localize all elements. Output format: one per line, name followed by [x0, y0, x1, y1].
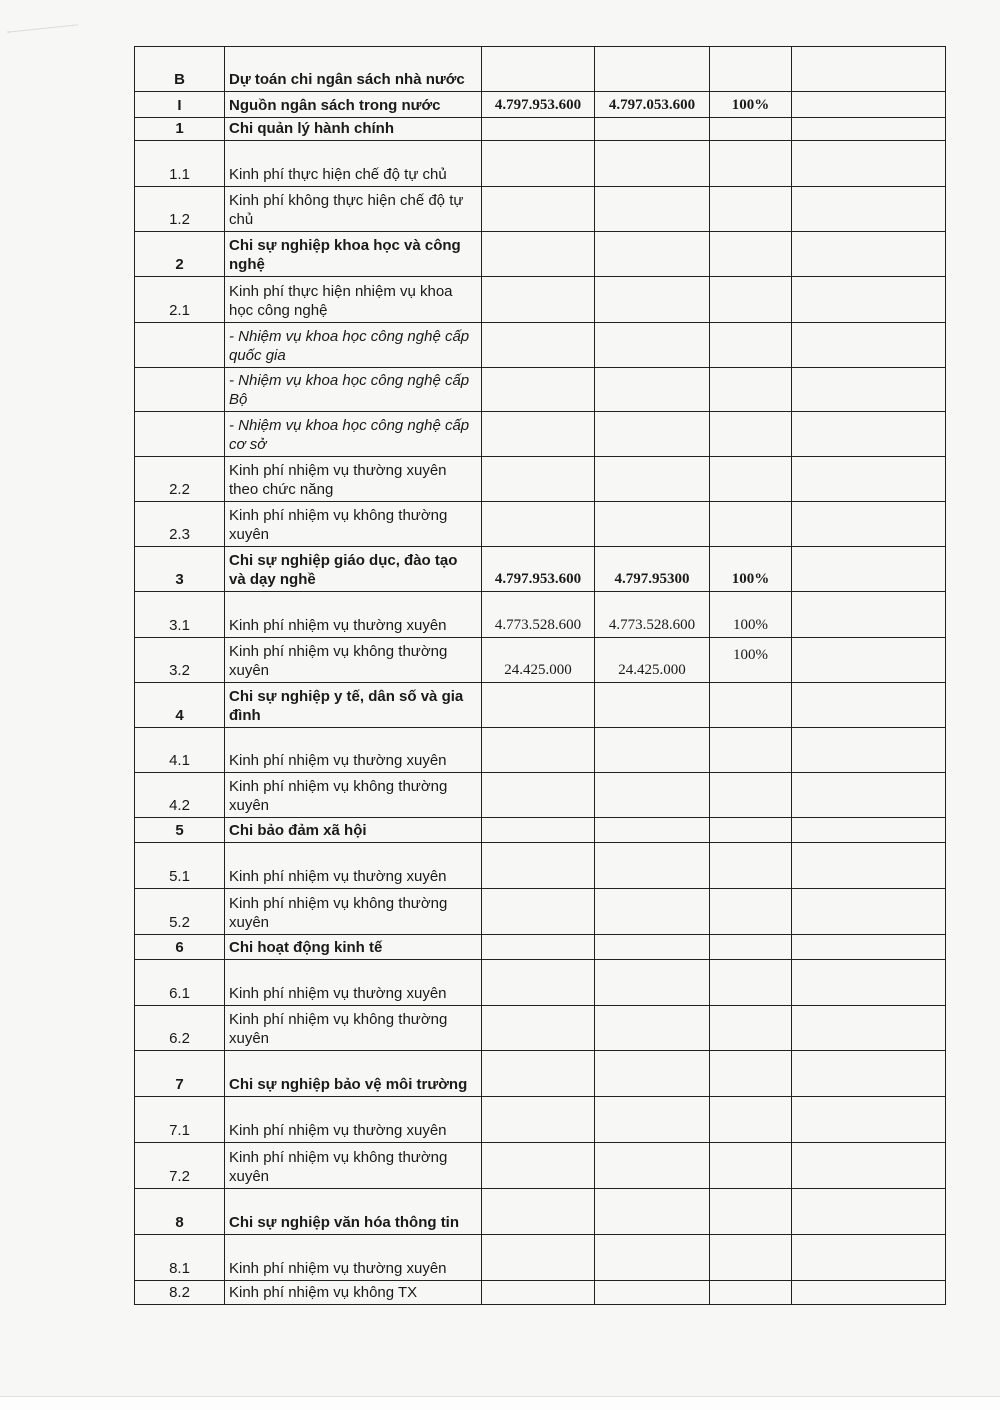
actual-value [595, 1189, 710, 1235]
row-number: 7.1 [135, 1097, 225, 1143]
table-row [135, 1097, 946, 1143]
table-row [135, 502, 946, 547]
row-description: Dự toán chi ngân sách nhà nước [225, 47, 482, 92]
percent-value [710, 1051, 792, 1097]
percent-value [710, 935, 792, 960]
actual-value: 4.773.528.600 [595, 592, 710, 638]
table-row [135, 187, 946, 232]
actual-value: 4.797.053.600 [595, 92, 710, 118]
row-number: 8.2 [135, 1281, 225, 1305]
note-cell [792, 1235, 946, 1281]
note-cell [792, 502, 946, 547]
row-description: Kinh phí nhiệm vụ thường xuyên [225, 728, 482, 773]
row-description: Chi sự nghiệp văn hóa thông tin [225, 1189, 482, 1235]
row-number: 7 [135, 1051, 225, 1097]
row-description: Chi quản lý hành chính [225, 118, 482, 141]
actual-value: 24.425.000 [595, 638, 710, 683]
row-number: 7.2 [135, 1143, 225, 1189]
estimate-value [482, 1189, 595, 1235]
estimate-value [482, 935, 595, 960]
table-row [135, 818, 946, 843]
table-row [135, 683, 946, 728]
row-description: Kinh phí nhiệm vụ thường xuyên [225, 843, 482, 889]
page-bottom-edge [0, 1396, 1000, 1410]
row-number [135, 323, 225, 368]
note-cell [792, 232, 946, 277]
note-cell [792, 683, 946, 728]
row-description: Kinh phí nhiệm vụ thường xuyên [225, 592, 482, 638]
table-row [135, 1189, 946, 1235]
row-number [135, 368, 225, 412]
row-description: Kinh phí nhiệm vụ không thường xuyên [225, 502, 482, 547]
row-description: Chi sự nghiệp bảo vệ môi trường [225, 1051, 482, 1097]
table-row [135, 960, 946, 1006]
row-number: 2.2 [135, 457, 225, 502]
percent-value [710, 277, 792, 323]
row-description: Nguồn ngân sách trong nước [225, 92, 482, 118]
percent-value [710, 1097, 792, 1143]
row-description: Kinh phí nhiệm vụ thường xuyên theo chức năng [225, 457, 482, 502]
estimate-value [482, 1143, 595, 1189]
row-number: 4 [135, 683, 225, 728]
estimate-value [482, 683, 595, 728]
estimate-value [482, 457, 595, 502]
estimate-value: 24.425.000 [482, 638, 595, 683]
budget-table [134, 46, 946, 1305]
actual-value [595, 412, 710, 457]
note-cell [792, 187, 946, 232]
actual-value [595, 502, 710, 547]
row-number: 2.3 [135, 502, 225, 547]
note-cell [792, 592, 946, 638]
actual-value [595, 47, 710, 92]
row-description: Chi bảo đảm xã hội [225, 818, 482, 843]
note-cell [792, 1097, 946, 1143]
percent-value [710, 1235, 792, 1281]
percent-value: 100% [710, 638, 792, 683]
row-description: - Nhiệm vụ khoa học công nghệ cấp quốc gia [225, 323, 482, 368]
actual-value [595, 1143, 710, 1189]
table-row [135, 1051, 946, 1097]
estimate-value [482, 1235, 595, 1281]
row-number: 3.1 [135, 592, 225, 638]
estimate-value [482, 1051, 595, 1097]
table-row [135, 1143, 946, 1189]
percent-value [710, 818, 792, 843]
row-description: Kinh phí thực hiện nhiệm vụ khoa học công nghệ [225, 277, 482, 323]
row-number: 1 [135, 118, 225, 141]
percent-value [710, 773, 792, 818]
percent-value [710, 502, 792, 547]
row-description: Kinh phí nhiệm vụ không thường xuyên [225, 1006, 482, 1051]
table-row [135, 547, 946, 592]
table-row [135, 323, 946, 368]
table-row [135, 118, 946, 141]
actual-value [595, 1235, 710, 1281]
table-row [135, 277, 946, 323]
percent-value [710, 232, 792, 277]
row-number: 3 [135, 547, 225, 592]
note-cell [792, 1281, 946, 1305]
actual-value [595, 1097, 710, 1143]
percent-value [710, 683, 792, 728]
row-description: Kinh phí nhiệm vụ không thường xuyên [225, 638, 482, 683]
percent-value [710, 323, 792, 368]
estimate-value: 4.797.953.600 [482, 547, 595, 592]
percent-value [710, 1143, 792, 1189]
row-description: Kinh phí nhiệm vụ không thường xuyên [225, 773, 482, 818]
estimate-value [482, 232, 595, 277]
actual-value [595, 1006, 710, 1051]
row-description: Kinh phí nhiệm vụ không TX [225, 1281, 482, 1305]
table-row [135, 638, 946, 683]
scan-mark [8, 24, 79, 42]
percent-value [710, 889, 792, 935]
percent-value [710, 1189, 792, 1235]
percent-value: 100% [710, 547, 792, 592]
note-cell [792, 1006, 946, 1051]
actual-value [595, 232, 710, 277]
note-cell [792, 1189, 946, 1235]
table-row [135, 457, 946, 502]
row-description: Chi sự nghiệp khoa học và công nghệ [225, 232, 482, 277]
estimate-value [482, 960, 595, 1006]
percent-value [710, 457, 792, 502]
row-number: 3.2 [135, 638, 225, 683]
table-row [135, 1006, 946, 1051]
estimate-value [482, 368, 595, 412]
note-cell [792, 638, 946, 683]
percent-value [710, 1281, 792, 1305]
row-description: Kinh phí thực hiện chế độ tự chủ [225, 141, 482, 187]
table-row [135, 592, 946, 638]
row-number: 2.1 [135, 277, 225, 323]
row-description: Chi sự nghiệp giáo dục, đào tạo và dạy nghề [225, 547, 482, 592]
actual-value [595, 277, 710, 323]
note-cell [792, 960, 946, 1006]
actual-value [595, 187, 710, 232]
note-cell [792, 1143, 946, 1189]
row-number: 6.1 [135, 960, 225, 1006]
row-number: 5 [135, 818, 225, 843]
table-row [135, 843, 946, 889]
percent-value [710, 728, 792, 773]
percent-value: 100% [710, 92, 792, 118]
note-cell [792, 843, 946, 889]
table-row [135, 368, 946, 412]
row-description: Kinh phí nhiệm vụ thường xuyên [225, 960, 482, 1006]
note-cell [792, 141, 946, 187]
estimate-value [482, 118, 595, 141]
table-row [135, 92, 946, 118]
actual-value [595, 683, 710, 728]
row-number: 4.1 [135, 728, 225, 773]
table-row [135, 889, 946, 935]
estimate-value [482, 141, 595, 187]
row-number: 8 [135, 1189, 225, 1235]
estimate-value [482, 889, 595, 935]
note-cell [792, 277, 946, 323]
actual-value [595, 1281, 710, 1305]
note-cell [792, 368, 946, 412]
actual-value [595, 1051, 710, 1097]
estimate-value [482, 323, 595, 368]
row-number [135, 412, 225, 457]
actual-value [595, 457, 710, 502]
note-cell [792, 728, 946, 773]
row-number: 5.1 [135, 843, 225, 889]
actual-value [595, 368, 710, 412]
row-number: B [135, 47, 225, 92]
note-cell [792, 412, 946, 457]
actual-value [595, 773, 710, 818]
actual-value [595, 323, 710, 368]
note-cell [792, 1051, 946, 1097]
actual-value [595, 843, 710, 889]
estimate-value [482, 277, 595, 323]
estimate-value [482, 1281, 595, 1305]
row-description: Chi hoạt động kinh tế [225, 935, 482, 960]
actual-value [595, 728, 710, 773]
row-description: Kinh phí nhiệm vụ không thường xuyên [225, 1143, 482, 1189]
actual-value: 4.797.95300 [595, 547, 710, 592]
estimate-value [482, 843, 595, 889]
row-number: 1.2 [135, 187, 225, 232]
note-cell [792, 92, 946, 118]
estimate-value: 4.797.953.600 [482, 92, 595, 118]
estimate-value [482, 728, 595, 773]
table-row [135, 232, 946, 277]
estimate-value [482, 818, 595, 843]
row-number: 2 [135, 232, 225, 277]
row-description: - Nhiệm vụ khoa học công nghệ cấp Bộ [225, 368, 482, 412]
percent-value: 100% [710, 592, 792, 638]
note-cell [792, 935, 946, 960]
percent-value [710, 368, 792, 412]
row-number: 1.1 [135, 141, 225, 187]
row-description: Kinh phí không thực hiện chế độ tự chủ [225, 187, 482, 232]
actual-value [595, 960, 710, 1006]
percent-value [710, 843, 792, 889]
estimate-value [482, 773, 595, 818]
row-number: I [135, 92, 225, 118]
actual-value [595, 889, 710, 935]
note-cell [792, 118, 946, 141]
note-cell [792, 818, 946, 843]
table-row [135, 141, 946, 187]
table-row [135, 412, 946, 457]
row-description: Kinh phí nhiệm vụ thường xuyên [225, 1097, 482, 1143]
table-row [135, 1235, 946, 1281]
actual-value [595, 141, 710, 187]
row-number: 6 [135, 935, 225, 960]
row-number: 8.1 [135, 1235, 225, 1281]
table-row [135, 728, 946, 773]
note-cell [792, 547, 946, 592]
table-row [135, 1281, 946, 1305]
row-description: Kinh phí nhiệm vụ thường xuyên [225, 1235, 482, 1281]
estimate-value [482, 47, 595, 92]
table-row [135, 935, 946, 960]
row-description: Chi sự nghiệp y tế, dân số và gia đình [225, 683, 482, 728]
percent-value [710, 141, 792, 187]
percent-value [710, 118, 792, 141]
note-cell [792, 773, 946, 818]
estimate-value [482, 412, 595, 457]
actual-value [595, 935, 710, 960]
estimate-value [482, 187, 595, 232]
row-number: 4.2 [135, 773, 225, 818]
percent-value [710, 412, 792, 457]
percent-value [710, 960, 792, 1006]
percent-value [710, 187, 792, 232]
percent-value [710, 47, 792, 92]
estimate-value [482, 1006, 595, 1051]
row-description: Kinh phí nhiệm vụ không thường xuyên [225, 889, 482, 935]
row-description: - Nhiệm vụ khoa học công nghệ cấp cơ sở [225, 412, 482, 457]
actual-value [595, 118, 710, 141]
note-cell [792, 889, 946, 935]
note-cell [792, 457, 946, 502]
estimate-value: 4.773.528.600 [482, 592, 595, 638]
note-cell [792, 47, 946, 92]
actual-value [595, 818, 710, 843]
percent-value [710, 1006, 792, 1051]
table-row [135, 773, 946, 818]
row-number: 5.2 [135, 889, 225, 935]
note-cell [792, 323, 946, 368]
estimate-value [482, 1097, 595, 1143]
estimate-value [482, 502, 595, 547]
row-number: 6.2 [135, 1006, 225, 1051]
table-row [135, 47, 946, 92]
